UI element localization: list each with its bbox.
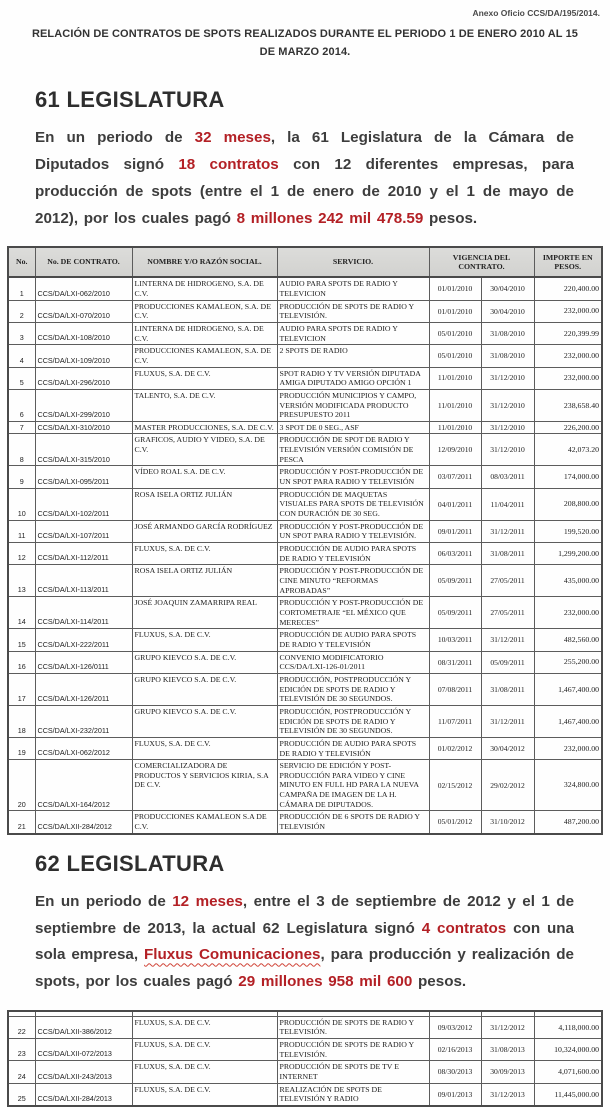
table-row (8, 466, 602, 488)
company-name: FLUXUS, S.A. DE C.V. (132, 543, 277, 565)
contract-end-date: 31/12/2012 (481, 1016, 534, 1038)
company-name: JOSÉ JOAQUIN ZAMARRIPA REAL (132, 597, 277, 629)
company-name: ROSA ISELA ORTIZ JULIÁN (132, 488, 277, 520)
row-number: 18 (8, 705, 35, 737)
contract-number: CCS/DA/LXI-062/2012 (35, 737, 132, 759)
paragraph-text: En un periodo de (35, 892, 173, 910)
service-description: PRODUCCIÓN DE AUDIO PARA SPOTS DE RADIO Y TELEVISIÓN (277, 543, 429, 565)
service-description: PRODUCCIÓN, POSTPRODUCCIÓN Y EDICIÓN DE SPOTS DE RADIO Y TELEVISIÓN DE 30 SEGUNDOS. (277, 705, 429, 737)
contract-number: CCS/DA/LXI-113/2011 (35, 565, 132, 597)
table-row (8, 629, 602, 651)
contract-start-date: 11/01/2010 (429, 389, 481, 421)
paragraph-text: , la 61 Legislatura de la Cámara de Diputados signó (35, 129, 574, 174)
contract-end-date: 31/08/2011 (481, 673, 534, 705)
row-number: 8 (8, 434, 35, 466)
company-name: MASTER PRODUCCIONES, S.A. DE C.V. (132, 421, 277, 434)
amount-pesos: 1,299,200.00 (534, 543, 602, 565)
contract-number: CCS/DA/LXII-284/2012 (35, 811, 132, 834)
table-row (8, 760, 602, 811)
row-number: 14 (8, 597, 35, 629)
paragraph-text: , para producción y realización de spots, por los cuales pagó (35, 946, 574, 990)
contract-end-date: 08/03/2011 (481, 466, 534, 488)
section-62-paragraph (35, 889, 574, 996)
row-number: 13 (8, 565, 35, 597)
company-name: FLUXUS, S.A. DE C.V. (132, 367, 277, 389)
contract-number: CCS/DA/LXII-284/2013 (35, 1083, 132, 1106)
amount-pesos: 324,800.00 (534, 760, 602, 811)
contract-end-date: 31/08/2011 (481, 543, 534, 565)
table-row (8, 345, 602, 367)
table-row (8, 434, 602, 466)
paragraph-text: pesos. (423, 209, 478, 227)
contract-start-date: 03/07/2011 (429, 466, 481, 488)
amount-pesos: 232,000.00 (534, 367, 602, 389)
amount-pesos: 232,000.00 (534, 300, 602, 322)
table-row (8, 277, 602, 300)
row-number: 7 (8, 421, 35, 434)
contract-start-date: 04/01/2011 (429, 488, 481, 520)
service-description: PRODUCCIÓN DE SPOTS DE RADIO Y TELEVISIÓN. (277, 1039, 429, 1061)
amount-pesos: 42,073.20 (534, 434, 602, 466)
col-header-nombre: NOMBRE Y/O RAZÓN SOCIAL. (132, 247, 277, 277)
table-row (8, 737, 602, 759)
company-name: LINTERNA DE HIDROGENO, S.A. DE C.V. (132, 277, 277, 300)
col-header-contrato: No. DE CONTRATO. (35, 247, 132, 277)
table-row (8, 565, 602, 597)
company-name: COMERCIALIZADORA DE PRODUCTOS Y SERVICIOS KIRIA, S.A DE C.V. (132, 760, 277, 811)
contract-start-date: 05/01/2010 (429, 322, 481, 344)
service-description: PRODUCCIÓN DE SPOTS DE TV E INTERNET (277, 1061, 429, 1083)
contract-number: CCS/DA/LXI-222/2011 (35, 629, 132, 651)
row-number: 5 (8, 367, 35, 389)
contract-end-date: 30/04/2010 (481, 300, 534, 322)
contract-number: CCS/DA/LXI-095/2011 (35, 466, 132, 488)
contract-number: CCS/DA/LXI-126/0111 (35, 651, 132, 673)
table-row (8, 367, 602, 389)
table-row (8, 1083, 602, 1106)
paragraph-text: con una sola empresa, (35, 919, 574, 964)
contract-start-date: 07/08/2011 (429, 673, 481, 705)
col-header-servicio: SERVICIO. (277, 247, 429, 277)
contracts-table-62 (7, 1010, 603, 1107)
highlight-red-text: Fluxus Comunicaciones (144, 946, 321, 964)
table-row (8, 811, 602, 834)
amount-pesos: 10,324,000.00 (534, 1039, 602, 1061)
contract-number: CCS/DA/LXI-315/2010 (35, 434, 132, 466)
contract-number: CCS/DA/LXI-310/2010 (35, 421, 132, 434)
contract-end-date: 31/08/2010 (481, 322, 534, 344)
service-description: REALIZACIÓN DE SPOTS DE TELEVISIÓN Y RADIO (277, 1083, 429, 1106)
amount-pesos: 220,399.99 (534, 322, 602, 344)
contract-end-date: 27/05/2011 (481, 565, 534, 597)
row-number: 20 (8, 760, 35, 811)
company-name: GRUPO KIEVCO S.A. DE C.V. (132, 651, 277, 673)
contract-start-date: 11/01/2010 (429, 421, 481, 434)
contract-start-date: 02/16/2013 (429, 1039, 481, 1061)
contract-start-date: 05/09/2011 (429, 565, 481, 597)
table-header-row (8, 247, 602, 277)
amount-pesos: 487,200.00 (534, 811, 602, 834)
row-number: 16 (8, 651, 35, 673)
contract-end-date: 05/09/2011 (481, 651, 534, 673)
service-description: PRODUCCIÓN DE SPOTS DE RADIO Y TELEVISIÓN. (277, 1016, 429, 1038)
highlight-red-text: 12 meses (172, 892, 243, 910)
company-name: FLUXUS, S.A. DE C.V. (132, 1039, 277, 1061)
row-number: 19 (8, 737, 35, 759)
section-61 (0, 87, 610, 232)
row-number: 15 (8, 629, 35, 651)
amount-pesos: 435,000.00 (534, 565, 602, 597)
table-row (8, 597, 602, 629)
contract-start-date: 11/01/2010 (429, 367, 481, 389)
contract-end-date: 31/10/2012 (481, 811, 534, 834)
contract-number: CCS/DA/LXI-108/2010 (35, 322, 132, 344)
service-description: PRODUCCIÓN MUNICIPIOS Y CAMPO, VERSIÓN MODIFICADA PRODUCTO PRESUPUESTO 2011 (277, 389, 429, 421)
contract-end-date: 31/12/2010 (481, 389, 534, 421)
section-61-paragraph (35, 125, 574, 232)
company-name: ROSA ISELA ORTIZ JULIÁN (132, 565, 277, 597)
page-title: RELACIÓN DE CONTRATOS DE SPOTS REALIZADOS DURANTE EL PERIODO 1 DE ENERO 2010 AL 15 DE MARZO 2014. (31, 28, 579, 59)
service-description: PRODUCCIÓN, POSTPRODUCCIÓN Y EDICIÓN DE SPOTS DE RADIO Y TELEVISIÓN DE 30 SEGUNDOS. (277, 673, 429, 705)
company-name: FLUXUS, S.A. DE C.V. (132, 629, 277, 651)
service-description: PRODUCCIÓN DE SPOT DE RADIO Y TELEVISIÓN VERSIÓN COMISIÓN DE PESCA (277, 434, 429, 466)
contract-number: CCS/DA/LXII-072/2013 (35, 1039, 132, 1061)
contract-number: CCS/DA/LXI-114/2011 (35, 597, 132, 629)
service-description: PRODUCCIÓN Y POST-PRODUCCIÓN DE UN SPOT PARA RADIO Y TELEVISIÓN (277, 466, 429, 488)
table-row (8, 322, 602, 344)
table-row (8, 488, 602, 520)
service-description: 2 SPOTS DE RADIO (277, 345, 429, 367)
row-number: 2 (8, 300, 35, 322)
contract-end-date: 30/09/2013 (481, 1061, 534, 1083)
service-description: PRODUCCIÓN DE AUDIO PARA SPOTS DE RADIO Y TELEVISIÓN (277, 629, 429, 651)
service-description: PRODUCCIÓN DE SPOTS DE RADIO Y TELEVISIÓN. (277, 300, 429, 322)
section-61-heading: 61 LEGISLATURA (35, 87, 225, 113)
company-name: LINTERNA DE HIDROGENO, S.A. DE C.V. (132, 322, 277, 344)
row-number: 4 (8, 345, 35, 367)
service-description: PRODUCCIÓN Y POST-PRODUCCIÓN DE CORTOMETRAJE “EL MÉXICO QUE MERECES” (277, 597, 429, 629)
company-name: TALENTO, S.A. DE C.V. (132, 389, 277, 421)
contract-start-date: 10/03/2011 (429, 629, 481, 651)
contract-number: CCS/DA/LXI-126/2011 (35, 673, 132, 705)
contract-number: CCS/DA/LXI-232/2011 (35, 705, 132, 737)
contract-number: CCS/DA/LXI-296/2010 (35, 367, 132, 389)
contract-end-date: 31/12/2010 (481, 421, 534, 434)
row-number: 3 (8, 322, 35, 344)
contract-start-date: 06/03/2011 (429, 543, 481, 565)
contract-start-date: 11/07/2011 (429, 705, 481, 737)
amount-pesos: 199,520.00 (534, 520, 602, 542)
service-description: PRODUCCIÓN DE AUDIO PARA SPOTS DE RADIO Y TELEVISIÓN (277, 737, 429, 759)
service-description: PRODUCCIÓN Y POST-PRODUCCIÓN DE CINE MINUTO “REFORMAS APROBADAS” (277, 565, 429, 597)
row-number: 17 (8, 673, 35, 705)
row-number: 21 (8, 811, 35, 834)
contract-start-date: 09/03/2012 (429, 1016, 481, 1038)
contract-start-date: 05/01/2010 (429, 345, 481, 367)
amount-pesos: 174,000.00 (534, 466, 602, 488)
highlight-red-text: 32 meses (194, 129, 271, 147)
annotation: Anexo Oficio CCS/DA/195/2014. (472, 8, 600, 18)
amount-pesos: 1,467,400.00 (534, 705, 602, 737)
contract-number: CCS/DA/LXI-109/2010 (35, 345, 132, 367)
contract-number: CCS/DA/LXI-070/2010 (35, 300, 132, 322)
contract-end-date: 31/12/2010 (481, 434, 534, 466)
contract-start-date: 09/01/2011 (429, 520, 481, 542)
col-header-vigencia: VIGENCIA DEL CONTRATO. (429, 247, 534, 277)
col-header-importe: IMPORTE EN PESOS. (534, 247, 602, 277)
amount-pesos: 4,071,600.00 (534, 1061, 602, 1083)
contract-number: CCS/DA/LXI-102/2011 (35, 488, 132, 520)
company-name: FLUXUS, S.A. DE C.V. (132, 1061, 277, 1083)
row-number: 25 (8, 1083, 35, 1106)
contract-number: CCS/DA/LXI-107/2011 (35, 520, 132, 542)
amount-pesos: 232,000.00 (534, 597, 602, 629)
highlight-red-text: 18 contratos (178, 156, 279, 174)
row-number: 12 (8, 543, 35, 565)
row-number: 11 (8, 520, 35, 542)
company-name: JOSÉ ARMANDO GARCÍA RODRÍGUEZ (132, 520, 277, 542)
contract-end-date: 11/04/2011 (481, 488, 534, 520)
contract-number: CCS/DA/LXII-243/2013 (35, 1061, 132, 1083)
amount-pesos: 482,560.00 (534, 629, 602, 651)
contract-number: CCS/DA/LXI-299/2010 (35, 389, 132, 421)
company-name: GRUPO KIEVCO S.A. DE C.V. (132, 673, 277, 705)
contract-number: CCS/DA/LXII-386/2012 (35, 1016, 132, 1038)
contract-start-date: 09/01/2013 (429, 1083, 481, 1106)
contract-start-date: 08/31/2011 (429, 651, 481, 673)
contract-number: CCS/DA/LXI-112/2011 (35, 543, 132, 565)
contract-start-date: 08/30/2013 (429, 1061, 481, 1083)
service-description: AUDIO PARA SPOTS DE RADIO Y TELEVICION (277, 277, 429, 300)
service-description: PRODUCCIÓN DE MAQUETAS VISUALES PARA SPOTS DE TELEVISIÓN CON DURACIÓN DE 30 SEG. (277, 488, 429, 520)
company-name: GRUPO KIEVCO S.A. DE C.V. (132, 705, 277, 737)
contracts-table-61 (7, 246, 603, 834)
company-name: FLUXUS, S.A. DE C.V. (132, 1083, 277, 1106)
contract-start-date: 01/01/2010 (429, 300, 481, 322)
paragraph-text: En un periodo de (35, 129, 195, 147)
contract-start-date: 01/02/2012 (429, 737, 481, 759)
table-row (8, 520, 602, 542)
service-description: PRODUCCIÓN Y POST-PRODUCCIÓN DE UN SPOT PARA RADIO Y TELEVISIÓN. (277, 520, 429, 542)
service-description: AUDIO PARA SPOTS DE RADIO Y TELEVICION (277, 322, 429, 344)
highlight-red-text: 4 contratos (421, 919, 507, 937)
amount-pesos: 11,445,000.00 (534, 1083, 602, 1106)
row-number: 24 (8, 1061, 35, 1083)
row-number: 1 (8, 277, 35, 300)
company-name: GRAFICOS, AUDIO Y VIDEO, S.A. DE C.V. (132, 434, 277, 466)
company-name: VÍDEO ROAL S.A. DE C.V. (132, 466, 277, 488)
row-number: 6 (8, 389, 35, 421)
paragraph-text: pesos. (412, 973, 467, 990)
contract-number: CCS/DA/LXI-062/2010 (35, 277, 132, 300)
contract-start-date: 05/09/2011 (429, 597, 481, 629)
table-row (8, 1016, 602, 1038)
contract-end-date: 31/12/2011 (481, 520, 534, 542)
table-row (8, 705, 602, 737)
contract-end-date: 31/08/2010 (481, 345, 534, 367)
service-description: SPOT RADIO Y TV VERSIÓN DIPUTADA AMIGA DIPUTADO AMIGO OPCIÓN 1 (277, 367, 429, 389)
table-row (8, 651, 602, 673)
amount-pesos: 255,200.00 (534, 651, 602, 673)
company-name: FLUXUS, S.A. DE C.V. (132, 737, 277, 759)
table-row (8, 673, 602, 705)
contract-end-date: 27/05/2011 (481, 597, 534, 629)
amount-pesos: 1,467,400.00 (534, 673, 602, 705)
amount-pesos: 220,400.00 (534, 277, 602, 300)
service-description: SERVICIO DE EDICIÓN Y POST-PRODUCCIÓN PARA VIDEO Y CINE MINUTO EN FULL HD PARA LA NUEVA CAMPAÑA DE IMAGEN DE LA H. CÁMARA DE DIPUTADOS. (277, 760, 429, 811)
company-name: PRODUCCIONES KAMALEON, S.A. DE C.V. (132, 300, 277, 322)
paragraph-text: , entre el 3 de septiembre de 2012 y el 1 de septiembre de 2013, la actual 62 Legislatura signó (35, 892, 575, 937)
contract-end-date: 31/12/2013 (481, 1083, 534, 1106)
company-name: PRODUCCIONES KAMALEON S.A DE C.V. (132, 811, 277, 834)
amount-pesos: 232,000.00 (534, 345, 602, 367)
col-header-no: No. (8, 247, 35, 277)
table-row (8, 389, 602, 421)
table-row (8, 1061, 602, 1083)
service-description: CONVENIO MODIFICATORIO CCS/DA/LXI-126-01/2011 (277, 651, 429, 673)
company-name: PRODUCCIONES KAMALEON, S.A. DE C.V. (132, 345, 277, 367)
table-row (8, 300, 602, 322)
amount-pesos: 208,800.00 (534, 488, 602, 520)
highlight-red-text: 29 millones 958 mil 600 (238, 973, 413, 990)
contract-end-date: 29/02/2012 (481, 760, 534, 811)
row-number: 9 (8, 466, 35, 488)
section-62 (0, 851, 610, 996)
row-number: 22 (8, 1016, 35, 1038)
amount-pesos: 238,658.40 (534, 389, 602, 421)
service-description: PRODUCCIÓN DE 6 SPOTS DE RADIO Y TELEVISIÓN (277, 811, 429, 834)
table-row (8, 543, 602, 565)
contract-end-date: 31/08/2013 (481, 1039, 534, 1061)
table-row (8, 421, 602, 434)
row-number: 23 (8, 1039, 35, 1061)
amount-pesos: 4,118,000.00 (534, 1016, 602, 1038)
service-description: 3 SPOT DE 0 SEG., ASF (277, 421, 429, 434)
highlight-red-text: 8 millones 242 mil 478.59 (236, 209, 424, 227)
row-number: 10 (8, 488, 35, 520)
contract-end-date: 30/04/2012 (481, 737, 534, 759)
section-62-heading: 62 LEGISLATURA (35, 850, 225, 876)
company-name: FLUXUS, S.A. DE C.V. (132, 1016, 277, 1038)
contract-end-date: 31/12/2011 (481, 629, 534, 651)
contract-start-date: 01/01/2010 (429, 277, 481, 300)
contract-end-date: 31/12/2010 (481, 367, 534, 389)
contract-end-date: 30/04/2010 (481, 277, 534, 300)
table-row (8, 1039, 602, 1061)
contract-end-date: 31/12/2011 (481, 705, 534, 737)
amount-pesos: 232,000.00 (534, 737, 602, 759)
paragraph-text: con 12 diferentes empresas, para producción de spots (entre el 1 de enero de 2010 y el 1 de mayo de 2012), por los cuales pagó (35, 156, 574, 227)
contract-start-date: 12/09/2010 (429, 434, 481, 466)
amount-pesos: 226,200.00 (534, 421, 602, 434)
contract-number: CCS/DA/LXI-164/2012 (35, 760, 132, 811)
contract-start-date: 05/01/2012 (429, 811, 481, 834)
contract-start-date: 02/15/2012 (429, 760, 481, 811)
